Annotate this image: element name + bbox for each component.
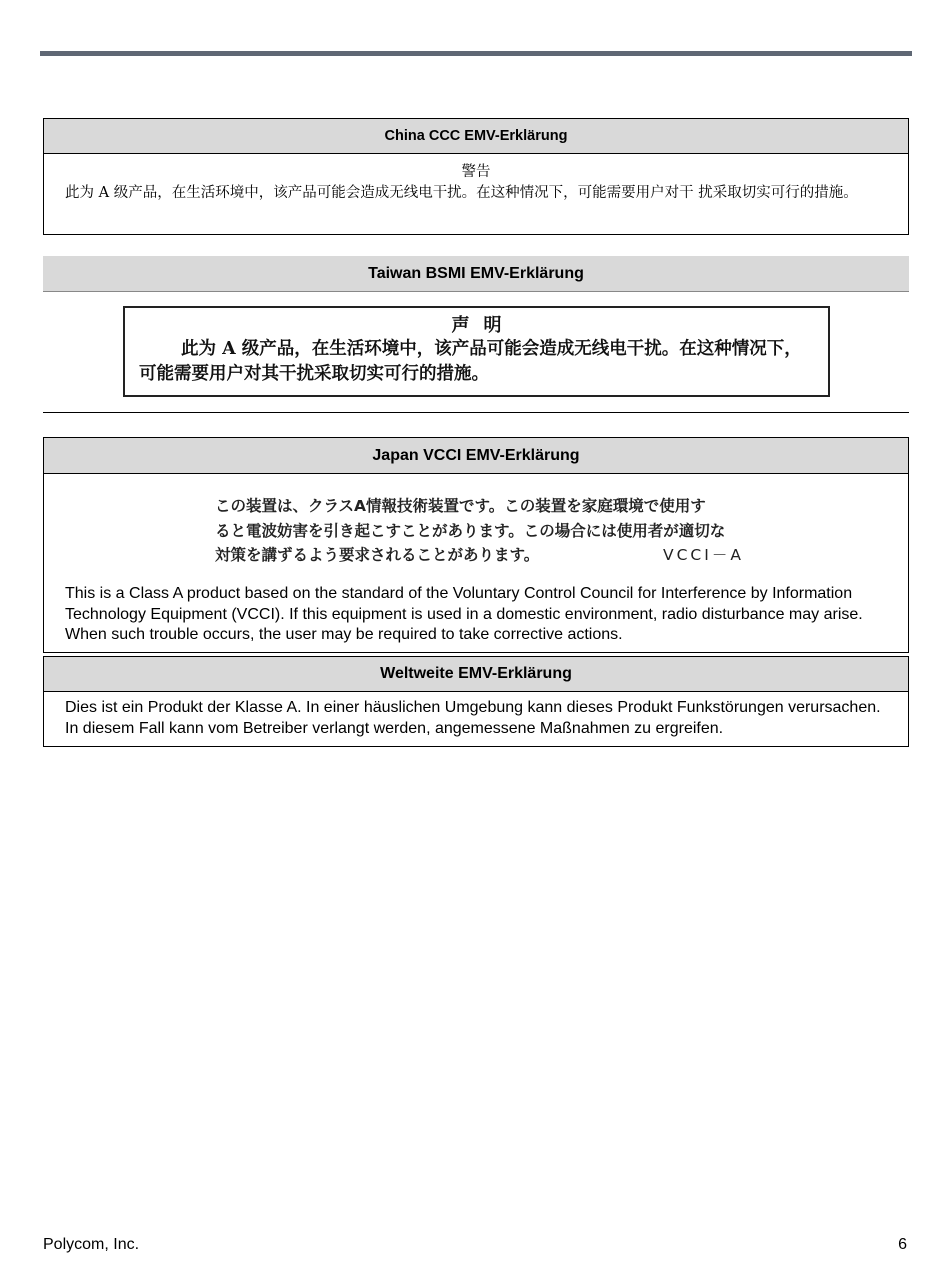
footer-page-number: 6 <box>898 1236 907 1253</box>
japan-english-text: This is a Class A product based on the standard of the Voluntary Control Council for Interference by Information Technology Equipment (VCCI). If this equipment is used in a domestic environment, radio disturbance may arise. When such trouble occurs, the user may be required to take corrective actions. <box>65 585 863 643</box>
vcci-mark: VCCI－A <box>663 546 744 564</box>
taiwan-statement-text: 此为 A 级产品，在生活环境中，该产品可能会造成无线电干扰。在这种情况下，可能需要用户对其干扰采取切实可行的措施。 <box>139 339 802 384</box>
japan-line-3: 対策を講ずるよう要求されることがあります。 <box>215 546 540 564</box>
japan-line-1: この装置は、クラスA情報技術装置です。この装置を家庭環境で使用す <box>215 497 706 515</box>
taiwan-section-rule <box>43 412 909 413</box>
footer-company: Polycom, Inc. <box>43 1236 140 1253</box>
japan-line-2: ると電波妨害を引き起こすことがあります。この場合には使用者が適切な <box>215 521 726 540</box>
taiwan-statement-image <box>123 306 830 397</box>
china-ccc-heading: China CCC EMV-Erklärung <box>44 119 908 154</box>
china-warning-title: 警告 <box>461 164 491 180</box>
japan-vcci-section <box>43 437 909 653</box>
worldwide-heading: Weltweite EMV-Erklärung <box>44 657 908 692</box>
china-ccc-section <box>43 118 909 235</box>
worldwide-section <box>43 656 909 747</box>
worldwide-text: Dies ist ein Produkt der Klasse A. In einer häuslichen Umgebung kann dieses Produkt Funkstörungen verursachen. In diesem Fall kann vom Betreiber verlangt werden, angemessene Maßnahmen zu ergreifen. <box>65 699 881 737</box>
japan-vcci-statement <box>215 494 755 568</box>
taiwan-bsmi-heading: Taiwan BSMI EMV-Erklärung <box>43 256 909 292</box>
china-warning-text: 此为 A 级产品，在生活环境中，该产品可能会造成无线电干扰。在这种情况下，可能需要用户对干 扰采取切实可行的措施。 <box>65 185 858 201</box>
taiwan-statement-title: 声明 <box>451 315 516 336</box>
header-rule <box>40 51 912 56</box>
japan-line-3-wrapper <box>215 543 755 568</box>
japan-vcci-heading: Japan VCCI EMV-Erklärung <box>44 438 908 474</box>
